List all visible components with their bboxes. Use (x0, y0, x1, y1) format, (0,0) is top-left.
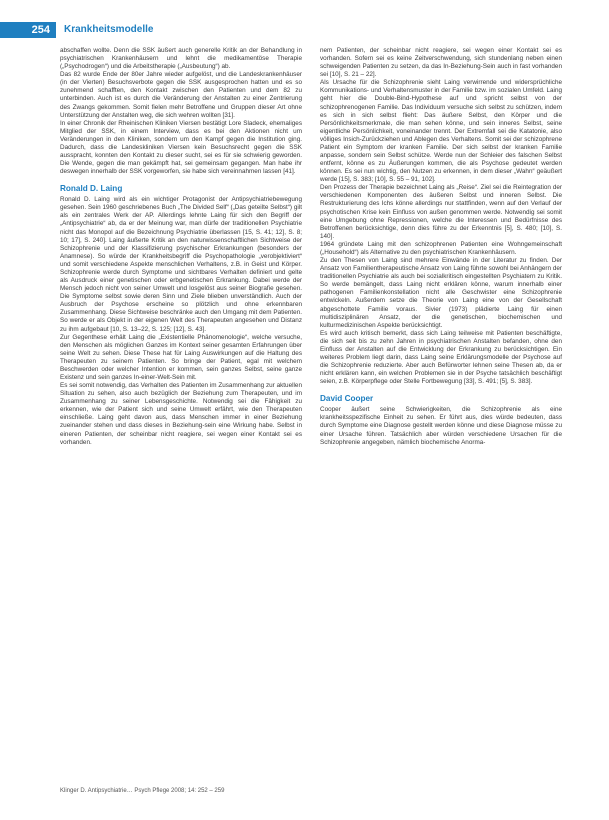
paragraph: Cooper äußert seine Schwierigkeiten, die Schizophrenie als eine krankheitsspezifische Einheit zu sehen. Er führt aus, dies würde bedeuten, dass durch Symptome eine Diagnose gestellt werden könne und diese Diagnose müsse zu einer Ursache führen. Tatsächlich aber würden verschiedene Ursachen für die Schizophrenie angegeben, nämlich biochemische Anorma- (320, 406, 562, 446)
paragraph: nem Patienten, der scheinbar nicht reagiere, sei wegen einer Kontakt sei es vorhanden. Sofern sei es keine Zeitverschwendung, sich stundenlang neben einen schweigenden Patienten zu setzen, da das In-Beziehung-Sein auch in fast vorhanden sei [10], S. 21 – 22]. (320, 47, 562, 79)
paragraph: In einer Chronik der Rheinischen Kliniken Viersen bestätigt Lore Sladeck, ehemaliges Mitglied der SSK, in einem Interview, dass es bei den Aktionen nicht um Veränderungen in den Kliniken, sondern um den Kampf gegen die Institution ging. Dadurch, dass die Landeskliniken Viersen kein Besuchsrecht gegen die SSK ausspracht, konnten den Kontakt zu dieser sucht, sei es für sie schwierig geworden. Die Wende, gegen die man gekämpft hat, sei gemeinsam gegangen. Man habe ihr deswegen innerhalb der SSK vorgeworfen, sie habe sich vereinnahmen lassen [41]. (60, 119, 302, 176)
paragraph: Ronald D. Laing wird als ein wichtiger Protagonist der Antipsychiatriebewegung gesehen. Sein 1960 geschriebenes Buch „The Divided Self“ („Das geteilte Selbst“) gilt als ein zentrales Werk der AP. Allerdings lehnte Laing für sich den Begriff der „Antipsychiatrie“ ab, da er der Meinung war, man dürfe der traditionellen Psychiatrie nicht das Monopol auf die Bezeichnung Psychiatrie überlassen [15, S. 41; 12], S. 8; 10; 17], S. 240]. Laing äußerte Kritik an den naturwissenschaftlichen Sichtweise der Schizophrenie und der Klassifizierung psychischer Erkrankungen (besonders der Anamnese). So würde der Krankheitsbegriff die Psychopathologie „verobjektiviert“ und somit verschiedene Aspekte menschlichen Verhaltens, z.B. in Geist und Körper. Schizophrenie werde durch Symptome und sichtbares Verhalten definiert und gelte als Ausdruck einer genetischen oder erbgenetischen Erkrankung. Dabei werde der Mensch jedoch nicht von seiner Umwelt und losgelöst aus seiner Biografie gesehen. Die Symptome selbst sowie deren Sinn und Ziele blieben unverständlich. Auch der Ausbruch der Psychose erscheine so plötzlich und ohne erkennbaren Zusammenhang. Diese Sichtweise beschränke auch den Umgang mit dem Patienten. So werde er als Objekt in der eigenen Welt des Therapeuten angesehen und Distanz zu ihm aufgebaut [10, S. 13–22, S. 125; [12], S. 43]. (60, 196, 302, 333)
paragraph: Das 82 wurde Ende der 80er Jahre wieder aufgelöst, und die Landeskrankenhäuser (in der Vierten) Besuchsverbote gegen die SSK ausgesprochen hatten und es so zunehmend schafften, den Kontakt zwischen den Patienten und dem 82 zu unterbinden. Auch ist es durch die Veränderung der Anstalten zu einer Zentrierung des Zwangs gekommen. Somit fielen mehr Betroffene und Gruppen dieser Art ohne Unterstützung der Anstalten weg, die sich wehren wollten [31]. (60, 71, 302, 119)
paragraph: Es wird auch kritisch bemerkt, dass sich Laing teilweise mit Patienten beschäftigte, die sich seit bis zu zehn Jahren in psychiatrischen Anstalten befanden, ohne den Einfluss der Anstalten auf die Entwicklung der Erkrankung zu berücksichtigen. Ein weiteres Problem liegt darin, dass Laing seine Erklärungsmodelle der Psychose auf die Schizophrenie reduzierte. Aber auch Befürworter lehnen seine Thesen ab, da er nicht erklären kann, ein welchen Problemen sie in der Psyche tatsächlich beschäftigt seien, z.B. Körperpflege oder Stelle Fortbewegung [33], S. 491; [5], S. 383]. (320, 329, 562, 386)
page-header (0, 22, 609, 38)
paragraph: abschaffen wollte. Denn die SSK äußert auch generelle Kritik an der Behandlung in psychiatrischen Krankenhäusern und lehnt die medikamentöse Therapie („Psychodrogen“) und die Arbeitstherapie („Ausbeutung“) ab. (60, 47, 302, 71)
footer-citation: Klinger D. Antipsychiatrie… Psych Pflege 2008; 14: 252 – 259 (60, 788, 225, 794)
paragraph: Als Ursache für die Schizophrenie sieht Laing verwirrende und widersprüchliche Kommunikations- und Verhaltensmuster in der Familie bzw. im sozialen Umfeld. Laing geht hier die Double-Bind-Hypothese auf und spricht selbst von der schizophrenogenen Familie. Das Individuum versuche sich selbst zu schützen, indem es sich in sich selbst flieht: Das äußere Selbst, den Körper und die Persönlichkeitsmerkmale, die man sehen könne, und sein inneres Selbst, seine eigentliche Persönlichkeit, voneinander trennt. Der Extremfall sei die Katatonie, also völliges Insich-Zurückziehen und Ablegen des Verhaltens. Somit sei der schizophrene Patient ein Symptom der kranken Familie. Der sich selbst der kranken Familie anpasse, sondern sein Selbst schütze. Werde nun der Schleier des falschen Selbst entfernt, könne es zu Äußerungen kommen, die als Psychose gedeutet werden können. Es sei nun wichtig, den Nutzen zu erkennen, in dem dieser „Wahn“ geäußert werde [15], S. 383; [10], S. 55 – 91, 102]. (320, 79, 562, 184)
paragraph: Zu den Thesen von Laing sind mehrere Einwände in der Literatur zu finden. Der Ansatz von Familientherapeutische Ansatz von Laing führte sowohl bei Anhängern der traditionellen Psychiatrie als auch bei sozialkritisch eingestellten Psychiatern zu Kritik. So werde bemängelt, dass Laing nicht erklären könne, warum innerhalb einer pathogenen Familienkonstellation nicht alle Geschwister eine Schizophrenie entwickeln. Außerdem setze die Theorie von Laing eine von der Gesellschaft abgeschottete Familie voraus. Sivier (1973) plädierte Laing für einen multidisziplinären Ansatz, der die genetischen, biochemischen und kulturmedizinischen Aspekte berücksichtigt. (320, 257, 562, 329)
section-heading: Ronald D. Laing (60, 184, 123, 194)
paragraph: 1964 gründete Laing mit den schizophrenen Patienten eine Wohngemeinschaft („Household“) als Alternative zu den psychiatrischen Krankenhäusern. (320, 240, 562, 256)
paragraph: Es sei somit notwendig, das Verhalten des Patienten im Zusammenhang zur aktuellen Situation zu sehen, also auch bezüglich der Beziehung zum Therapeuten, und im Zusammenhang zu seiner Lebensgeschichte. Notwendig sei die Fähigkeit zu erkennen, wie der Patient sich und seine Umwelt erfährt, wie den Therapeuten einschließe. Laing geht davon aus, dass Menschen immer in einer Beziehung zueinander stehen und dass dieses in Beziehung-sein eine Wirkung habe. Selbst in eineren Patienten, der scheinbar nicht reagiere, sei wegen einer Kontakt sei es vorhanden. (60, 382, 302, 446)
chapter-title: Krankheitsmodelle (64, 24, 154, 35)
section-heading: David Cooper (320, 394, 374, 404)
page-number: 254 (0, 22, 56, 38)
paragraph: Zur Gegenthese erhält Laing die „Existentielle Phänomenologie“, welche versuche, den Menschen als möglichen Ganzes im Kontext seiner gesamten Erfahrungen über seine Welt zu sehen. Diese These hat für Laing Auswirkungen auf die Haltung des Therapeuten zu seinem Patienten. So bringe der Patient, egal mit welchem Beschwerden oder welcher Intention er kommen, sein ganzes Selbst, seine ganze Existenz und sein ganzes In-einer-Welt-Sein mit. (60, 333, 302, 381)
paragraph: Den Prozess der Therapie bezeichnet Laing als „Reise“. Ziel sei die Reintegration der verschiedenen Komponenten des äußeren Selbst und inneren Selbst. Die Restrukturierung des Ichs könne allerdings nur stattfinden, wenn auf den Verlauf der psychotischen Krise kein Einfluss von außen genommen werde. Notwendig sei somit eine Umgebung ohne Repressionen, welche die Interessen und Bedürfnisse des Betroffenen berücksichtige, denn dies führe zu der Erkenntnis [5], S. 480; [10], S. 140]. (320, 184, 562, 240)
left-column (60, 47, 302, 447)
right-column (320, 47, 562, 447)
